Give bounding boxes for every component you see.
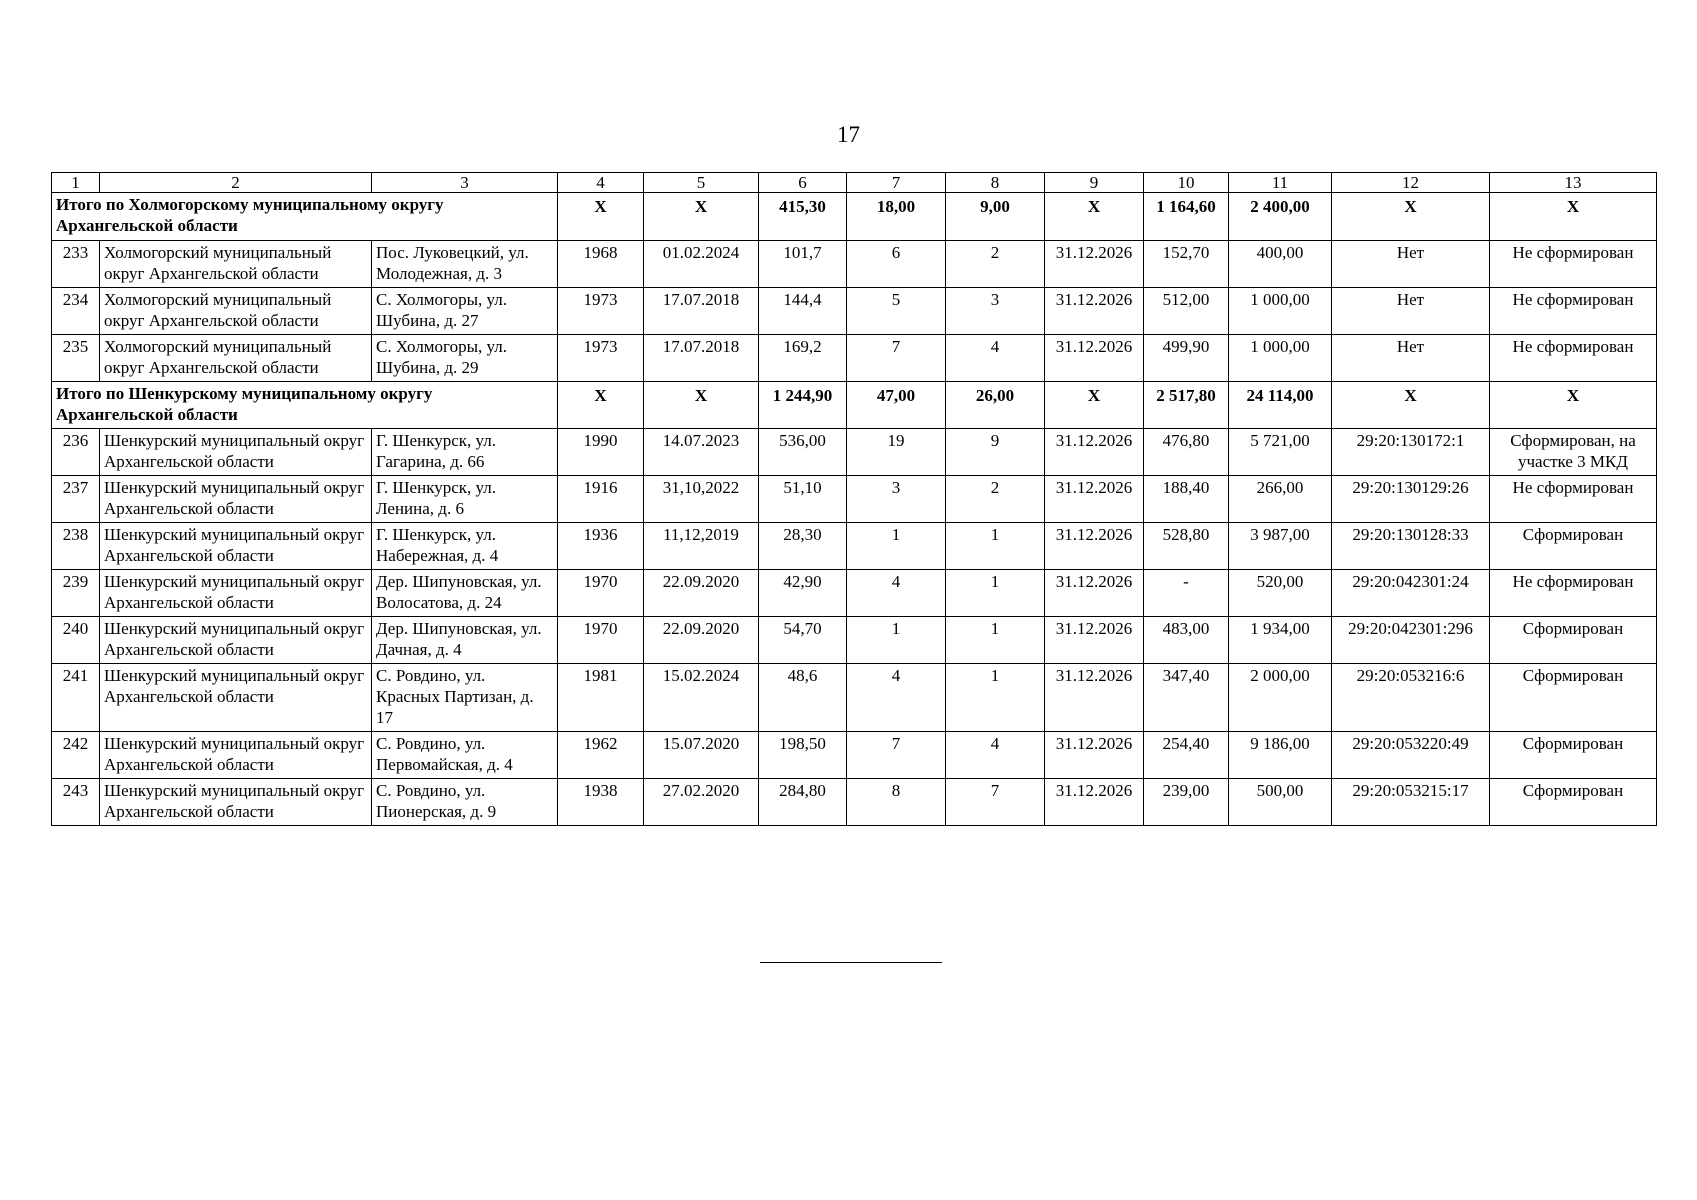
row-number: 243 [52,779,100,826]
total-cell: X [1490,193,1657,241]
value-cell: 239,00 [1144,779,1229,826]
total-cell: X [1490,382,1657,429]
table-row [52,664,1657,732]
count-cell: 2 [946,476,1045,523]
area-cell: 198,50 [759,732,847,779]
total-cell: X [1045,193,1144,241]
value-cell: 1 000,00 [1229,335,1332,382]
count-cell: 2 [946,241,1045,288]
count-cell: 1 [946,617,1045,664]
municipality-cell: Холмогорский муниципальный округ Архангельской области [100,241,372,288]
total-cell: 2 400,00 [1229,193,1332,241]
cadastral-number-cell: Нет [1332,288,1490,335]
area-cell: 101,7 [759,241,847,288]
address-cell: Дер. Шипуновская, ул. Дачная, д. 4 [372,617,558,664]
row-number: 235 [52,335,100,382]
address-cell: Г. Шенкурск, ул. Набережная, д. 4 [372,523,558,570]
total-cell: 415,30 [759,193,847,241]
deadline-cell: 31.12.2026 [1045,779,1144,826]
count-cell: 1 [847,617,946,664]
address-cell: Г. Шенкурск, ул. Ленина, д. 6 [372,476,558,523]
date-cell: 11,12,2019 [644,523,759,570]
table-row [52,523,1657,570]
date-cell: 27.02.2020 [644,779,759,826]
count-cell: 4 [847,570,946,617]
cadastral-number-cell: 29:20:042301:24 [1332,570,1490,617]
total-cell: 26,00 [946,382,1045,429]
value-cell: 512,00 [1144,288,1229,335]
year-cell: 1968 [558,241,644,288]
count-cell: 7 [847,732,946,779]
column-number: 4 [558,173,644,193]
cadastral-number-cell: 29:20:130129:26 [1332,476,1490,523]
date-cell: 14.07.2023 [644,429,759,476]
total-label: Итого по Шенкурскому муниципальному округу Архангельской области [52,382,558,429]
count-cell: 4 [847,664,946,732]
cadastral-number-cell: Нет [1332,241,1490,288]
land-plot-status-cell: Сформирован, на участке 3 МКД [1490,429,1657,476]
column-number: 10 [1144,173,1229,193]
cadastral-number-cell: 29:20:053220:49 [1332,732,1490,779]
count-cell: 4 [946,335,1045,382]
total-cell: 47,00 [847,382,946,429]
total-row [52,382,1657,429]
table-row [52,429,1657,476]
date-cell: 17.07.2018 [644,288,759,335]
row-number: 239 [52,570,100,617]
date-cell: 17.07.2018 [644,335,759,382]
value-cell: 254,40 [1144,732,1229,779]
municipality-cell: Шенкурский муниципальный округ Архангельской области [100,617,372,664]
area-cell: 284,80 [759,779,847,826]
municipality-cell: Шенкурский муниципальный округ Архангельской области [100,429,372,476]
row-number: 240 [52,617,100,664]
count-cell: 1 [946,664,1045,732]
deadline-cell: 31.12.2026 [1045,335,1144,382]
total-cell: X [1332,382,1490,429]
end-of-section-rule [760,962,942,963]
count-cell: 7 [946,779,1045,826]
area-cell: 51,10 [759,476,847,523]
page-number: 17 [837,122,860,147]
area-cell: 144,4 [759,288,847,335]
address-cell: С. Холмогоры, ул. Шубина, д. 29 [372,335,558,382]
column-number: 11 [1229,173,1332,193]
value-cell: 9 186,00 [1229,732,1332,779]
land-plot-status-cell: Сформирован [1490,617,1657,664]
deadline-cell: 31.12.2026 [1045,241,1144,288]
total-label: Итого по Холмогорскому муниципальному округу Архангельской области [52,193,558,241]
column-number: 9 [1045,173,1144,193]
total-cell: X [1332,193,1490,241]
row-number: 238 [52,523,100,570]
year-cell: 1990 [558,429,644,476]
deadline-cell: 31.12.2026 [1045,732,1144,779]
address-cell: С. Холмогоры, ул. Шубина, д. 27 [372,288,558,335]
municipality-cell: Шенкурский муниципальный округ Архангельской области [100,476,372,523]
column-number: 3 [372,173,558,193]
total-cell: 1 164,60 [1144,193,1229,241]
table-row [52,732,1657,779]
cadastral-number-cell: 29:20:053216:6 [1332,664,1490,732]
row-number: 233 [52,241,100,288]
value-cell: 188,40 [1144,476,1229,523]
value-cell: 483,00 [1144,617,1229,664]
table-row [52,570,1657,617]
table-row [52,617,1657,664]
total-cell: X [644,193,759,241]
total-cell: X [644,382,759,429]
count-cell: 9 [946,429,1045,476]
row-number: 237 [52,476,100,523]
value-cell: 400,00 [1229,241,1332,288]
area-cell: 169,2 [759,335,847,382]
deadline-cell: 31.12.2026 [1045,476,1144,523]
land-plot-status-cell: Не сформирован [1490,241,1657,288]
land-plot-status-cell: Не сформирован [1490,476,1657,523]
value-cell: 1 934,00 [1229,617,1332,664]
total-cell: 18,00 [847,193,946,241]
value-cell: - [1144,570,1229,617]
year-cell: 1962 [558,732,644,779]
deadline-cell: 31.12.2026 [1045,664,1144,732]
area-cell: 54,70 [759,617,847,664]
row-number: 241 [52,664,100,732]
total-cell: 24 114,00 [1229,382,1332,429]
address-cell: Дер. Шипуновская, ул. Волосатова, д. 24 [372,570,558,617]
count-cell: 6 [847,241,946,288]
municipality-cell: Холмогорский муниципальный округ Архангельской области [100,335,372,382]
land-plot-status-cell: Не сформирован [1490,288,1657,335]
column-number: 6 [759,173,847,193]
municipality-cell: Шенкурский муниципальный округ Архангельской области [100,664,372,732]
row-number: 236 [52,429,100,476]
count-cell: 3 [946,288,1045,335]
deadline-cell: 31.12.2026 [1045,288,1144,335]
land-plot-status-cell: Сформирован [1490,523,1657,570]
value-cell: 500,00 [1229,779,1332,826]
total-cell: 2 517,80 [1144,382,1229,429]
value-cell: 2 000,00 [1229,664,1332,732]
land-plot-status-cell: Не сформирован [1490,335,1657,382]
cadastral-number-cell: 29:20:130128:33 [1332,523,1490,570]
area-cell: 42,90 [759,570,847,617]
address-cell: С. Ровдино, ул. Первомайская, д. 4 [372,732,558,779]
date-cell: 15.02.2024 [644,664,759,732]
date-cell: 01.02.2024 [644,241,759,288]
row-number: 242 [52,732,100,779]
area-cell: 28,30 [759,523,847,570]
table-row [52,241,1657,288]
address-cell: Пос. Луковецкий, ул. Молодежная, д. 3 [372,241,558,288]
column-number: 5 [644,173,759,193]
address-cell: С. Ровдино, ул. Пионерская, д. 9 [372,779,558,826]
year-cell: 1970 [558,617,644,664]
column-number: 12 [1332,173,1490,193]
date-cell: 15.07.2020 [644,732,759,779]
total-cell: X [558,382,644,429]
municipality-cell: Холмогорский муниципальный округ Архангельской области [100,288,372,335]
value-cell: 3 987,00 [1229,523,1332,570]
year-cell: 1936 [558,523,644,570]
land-plot-status-cell: Не сформирован [1490,570,1657,617]
area-cell: 536,00 [759,429,847,476]
column-number: 1 [52,173,100,193]
count-cell: 8 [847,779,946,826]
column-number: 8 [946,173,1045,193]
total-cell: 1 244,90 [759,382,847,429]
value-cell: 499,90 [1144,335,1229,382]
year-cell: 1916 [558,476,644,523]
value-cell: 5 721,00 [1229,429,1332,476]
total-cell: X [558,193,644,241]
year-cell: 1938 [558,779,644,826]
table-row [52,476,1657,523]
count-cell: 4 [946,732,1045,779]
count-cell: 1 [946,570,1045,617]
deadline-cell: 31.12.2026 [1045,617,1144,664]
column-number: 13 [1490,173,1657,193]
count-cell: 5 [847,288,946,335]
housing-register-table [51,172,1657,826]
land-plot-status-cell: Сформирован [1490,779,1657,826]
value-cell: 266,00 [1229,476,1332,523]
column-number: 2 [100,173,372,193]
address-cell: Г. Шенкурск, ул. Гагарина, д. 66 [372,429,558,476]
deadline-cell: 31.12.2026 [1045,570,1144,617]
municipality-cell: Шенкурский муниципальный округ Архангельской области [100,732,372,779]
table-row [52,779,1657,826]
table-row [52,335,1657,382]
column-number-row [52,173,1657,193]
cadastral-number-cell: 29:20:130172:1 [1332,429,1490,476]
count-cell: 3 [847,476,946,523]
column-number: 7 [847,173,946,193]
value-cell: 520,00 [1229,570,1332,617]
total-row [52,193,1657,241]
municipality-cell: Шенкурский муниципальный округ Архангельской области [100,523,372,570]
deadline-cell: 31.12.2026 [1045,523,1144,570]
cadastral-number-cell: Нет [1332,335,1490,382]
cadastral-number-cell: 29:20:053215:17 [1332,779,1490,826]
row-number: 234 [52,288,100,335]
table-row [52,288,1657,335]
value-cell: 1 000,00 [1229,288,1332,335]
value-cell: 347,40 [1144,664,1229,732]
cadastral-number-cell: 29:20:042301:296 [1332,617,1490,664]
count-cell: 1 [946,523,1045,570]
land-plot-status-cell: Сформирован [1490,732,1657,779]
year-cell: 1973 [558,335,644,382]
area-cell: 48,6 [759,664,847,732]
total-cell: 9,00 [946,193,1045,241]
year-cell: 1981 [558,664,644,732]
value-cell: 476,80 [1144,429,1229,476]
value-cell: 528,80 [1144,523,1229,570]
municipality-cell: Шенкурский муниципальный округ Архангельской области [100,570,372,617]
date-cell: 22.09.2020 [644,570,759,617]
value-cell: 152,70 [1144,241,1229,288]
deadline-cell: 31.12.2026 [1045,429,1144,476]
total-cell: X [1045,382,1144,429]
count-cell: 7 [847,335,946,382]
count-cell: 1 [847,523,946,570]
count-cell: 19 [847,429,946,476]
date-cell: 22.09.2020 [644,617,759,664]
year-cell: 1973 [558,288,644,335]
year-cell: 1970 [558,570,644,617]
land-plot-status-cell: Сформирован [1490,664,1657,732]
date-cell: 31,10,2022 [644,476,759,523]
address-cell: С. Ровдино, ул. Красных Партизан, д. 17 [372,664,558,732]
municipality-cell: Шенкурский муниципальный округ Архангельской области [100,779,372,826]
